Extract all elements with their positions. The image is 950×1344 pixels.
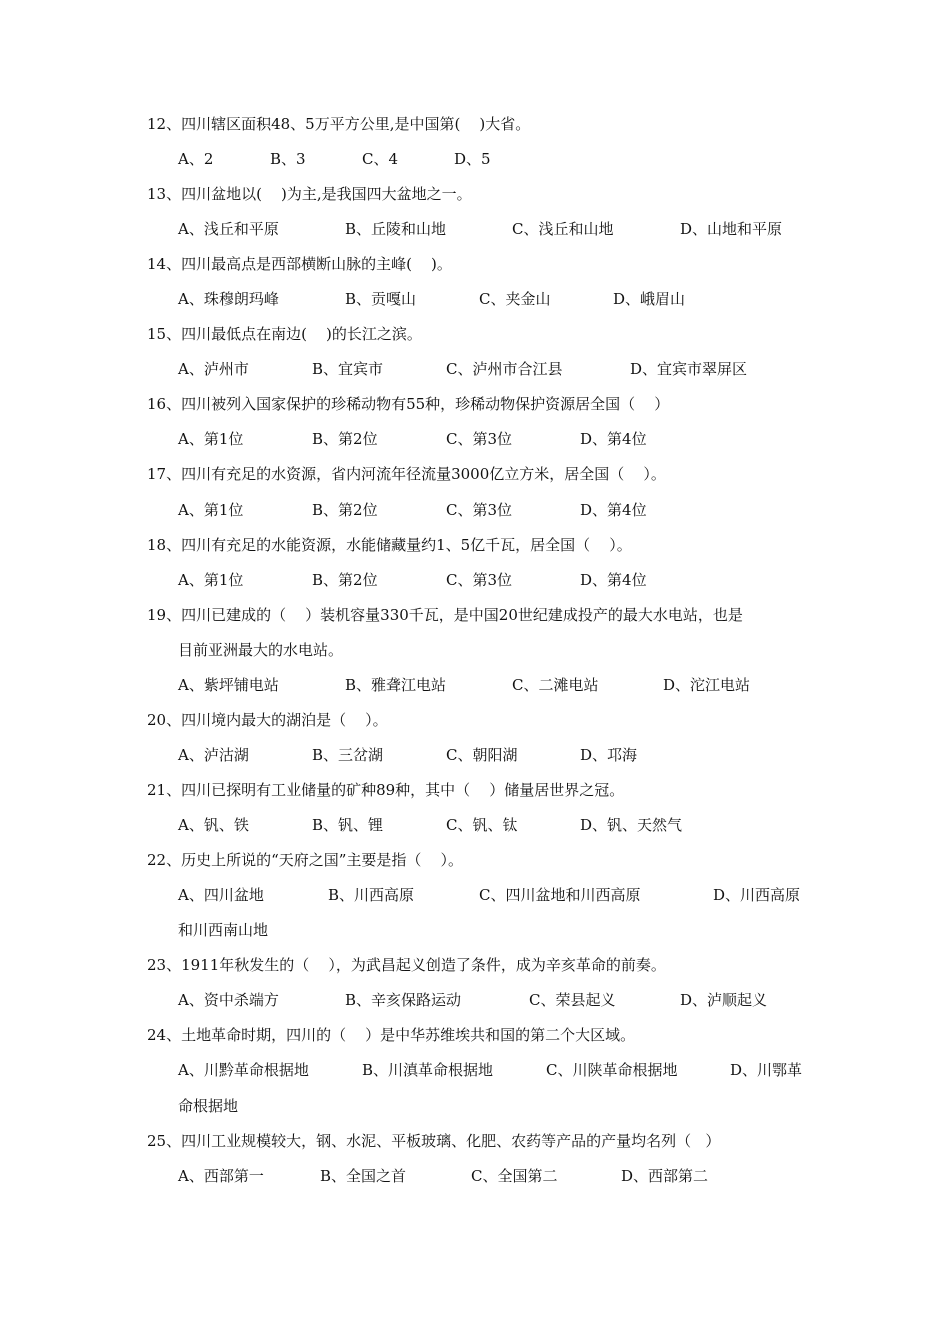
option-d: D、西部第二 xyxy=(621,1167,709,1185)
question-13-stem: 13、四川盆地以( )为主,是我国四大盆地之一。 xyxy=(147,185,472,203)
question-25-stem: 25、四川工业规模较大，钢、水泥、平板玻璃、化肥、农药等产品的产量均名列（ ） xyxy=(147,1132,721,1150)
option-b: B、雅聋江电站 xyxy=(345,676,447,694)
option-d: D、沱江电站 xyxy=(663,676,751,694)
option-a: A、第1位 xyxy=(178,430,244,448)
option-c: C、第3位 xyxy=(446,571,513,589)
option-a: A、第1位 xyxy=(178,501,244,519)
question-21-stem: 21、四川已探明有工业储量的矿种89种，其中（ ）储量居世界之冠。 xyxy=(147,781,625,799)
option-b: B、宜宾市 xyxy=(312,360,384,378)
option-c: C、第3位 xyxy=(446,501,513,519)
option-a: A、资中杀端方 xyxy=(178,991,279,1009)
question-22-options-continuation: 和川西南山地 xyxy=(178,921,269,939)
question-19-stem: 19、四川已建成的（ ）装机容量330千瓦，是中国20世纪建成投产的最大水电站，也是 xyxy=(147,606,743,624)
option-c: C、四川盆地和川西高原 xyxy=(479,886,641,904)
option-c: C、钒、钛 xyxy=(446,816,518,834)
option-d: D、山地和平原 xyxy=(680,220,783,238)
question-20-stem: 20、四川境内最大的湖泊是（ ）。 xyxy=(147,711,388,729)
option-c: C、第3位 xyxy=(446,430,513,448)
option-d: D、泸顺起义 xyxy=(680,991,768,1009)
question-16-stem: 16、四川被列入国家保护的珍稀动物有55种，珍稀动物保护资源居全国（ ） xyxy=(147,395,670,413)
question-12-stem: 12、四川辖区面积48、5万平方公里,是中国第( )大省。 xyxy=(147,115,531,133)
option-b: B、贡嘎山 xyxy=(345,290,417,308)
option-a: A、珠穆朗玛峰 xyxy=(178,290,279,308)
option-b: B、川滇革命根据地 xyxy=(362,1061,494,1079)
option-a: A、川黔革命根据地 xyxy=(178,1061,309,1079)
question-17-stem: 17、四川有充足的水资源，省内河流年径流量3000亿立方米，居全国（ ）。 xyxy=(147,465,666,483)
option-b: B、第2位 xyxy=(312,571,378,589)
option-c: C、4 xyxy=(362,150,399,168)
option-d: D、第4位 xyxy=(580,430,647,448)
option-c: C、浅丘和山地 xyxy=(512,220,614,238)
option-b: B、第2位 xyxy=(312,501,378,519)
option-a: A、紫坪铺电站 xyxy=(178,676,279,694)
option-a: A、泸州市 xyxy=(178,360,249,378)
option-b: B、辛亥保路运动 xyxy=(345,991,462,1009)
option-c: C、荣县起义 xyxy=(529,991,616,1009)
option-a: A、2 xyxy=(178,150,214,168)
question-14-stem: 14、四川最高点是西部横断山脉的主峰( )。 xyxy=(147,255,452,273)
option-c: C、朝阳湖 xyxy=(446,746,518,764)
option-a: A、浅丘和平原 xyxy=(178,220,279,238)
option-d: D、5 xyxy=(454,150,491,168)
question-15-stem: 15、四川最低点在南边( )的长江之滨。 xyxy=(147,325,422,343)
option-d: D、川鄂革 xyxy=(730,1061,803,1079)
option-c: C、川陕革命根据地 xyxy=(546,1061,678,1079)
option-a: A、钒、铁 xyxy=(178,816,249,834)
option-b: B、全国之首 xyxy=(320,1167,407,1185)
option-b: B、丘陵和山地 xyxy=(345,220,447,238)
option-c: C、全国第二 xyxy=(471,1167,558,1185)
option-d: D、钒、天然气 xyxy=(580,816,683,834)
question-22-stem: 22、历史上所说的“天府之国”主要是指（ ）。 xyxy=(147,851,463,869)
option-b: B、川西高原 xyxy=(328,886,415,904)
option-c: C、泸州市合江县 xyxy=(446,360,563,378)
option-d: D、宜宾市翠屏区 xyxy=(630,360,748,378)
question-18-stem: 18、四川有充足的水能资源，水能储藏量约1、5亿千瓦，居全国（ ）。 xyxy=(147,536,632,554)
option-a: A、泸沽湖 xyxy=(178,746,249,764)
option-a: A、四川盆地 xyxy=(178,886,264,904)
question-23-stem: 23、1911年秋发生的（ ），为武昌起义创造了条件，成为辛亥革命的前奏。 xyxy=(147,956,666,974)
option-a: A、第1位 xyxy=(178,571,244,589)
option-d: D、邛海 xyxy=(580,746,638,764)
option-c: C、二滩电站 xyxy=(512,676,599,694)
option-b: B、第2位 xyxy=(312,430,378,448)
option-d: D、川西高原 xyxy=(713,886,801,904)
option-b: B、三岔湖 xyxy=(312,746,384,764)
option-b: B、3 xyxy=(270,150,306,168)
option-c: C、夹金山 xyxy=(479,290,551,308)
option-d: D、峨眉山 xyxy=(613,290,686,308)
option-a: A、西部第一 xyxy=(178,1167,264,1185)
option-d: D、第4位 xyxy=(580,501,647,519)
question-19-stem-continuation: 目前亚洲最大的水电站。 xyxy=(178,641,344,659)
question-24-stem: 24、土地革命时期，四川的（ ）是中华苏维埃共和国的第二个大区域。 xyxy=(147,1026,636,1044)
option-b: B、钒、锂 xyxy=(312,816,384,834)
question-24-options-continuation: 命根据地 xyxy=(178,1097,239,1115)
option-d: D、第4位 xyxy=(580,571,647,589)
